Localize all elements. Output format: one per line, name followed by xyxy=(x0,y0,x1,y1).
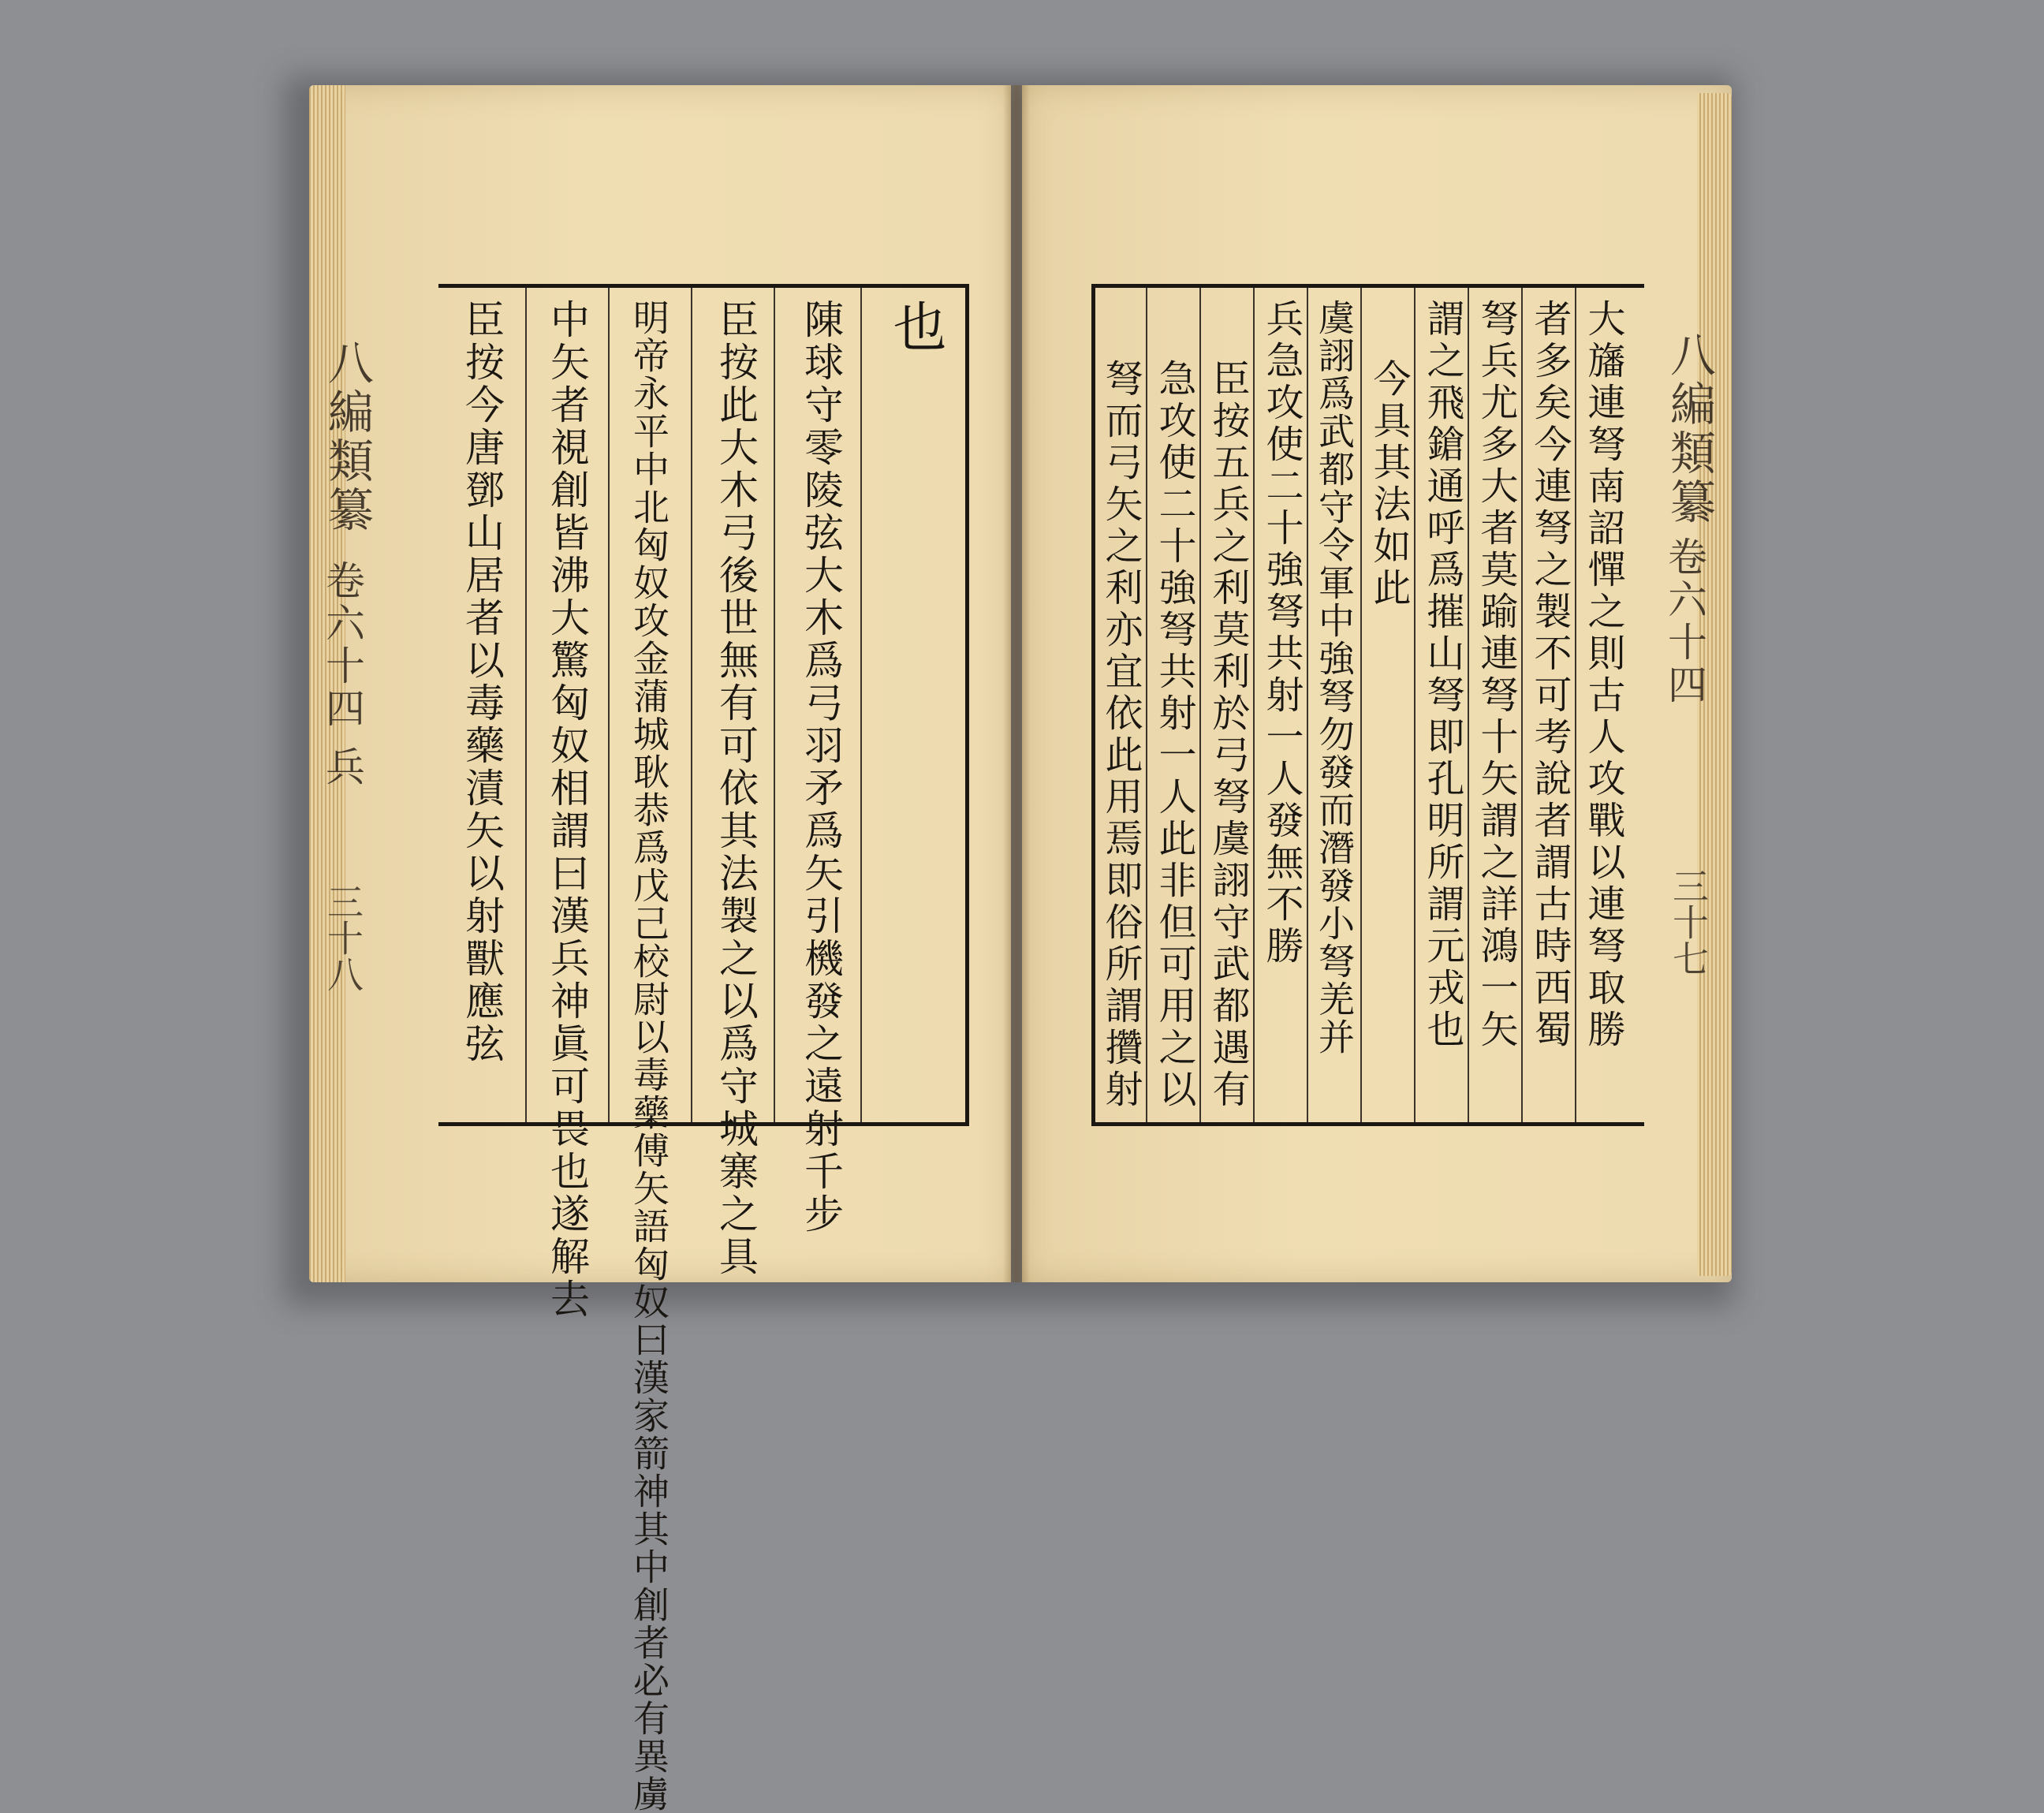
right-text-frame xyxy=(1091,284,1644,1126)
text-column-9: 急攻使二十強弩共射一人此非但可用之以 xyxy=(1152,359,1196,1111)
text-column-6: 臣按今唐鄧山居者以毒藥漬矢以射獸應弦 xyxy=(459,299,505,1065)
column-rule xyxy=(1199,288,1201,1122)
column-rule xyxy=(1253,288,1255,1122)
left-margin-title: 八編類纂 xyxy=(320,339,374,535)
column-rule xyxy=(1468,288,1469,1122)
column-rule xyxy=(691,288,692,1122)
right-margin-title: 八編類纂 xyxy=(1662,331,1716,527)
column-rule xyxy=(1360,288,1362,1122)
column-rule xyxy=(1521,288,1523,1122)
text-column-8: 臣按五兵之利莫利於弓弩虞詡守武都遇有 xyxy=(1206,359,1250,1111)
text-column-5: 中矢者視創皆沸大驚匈奴相謂曰漢兵神眞可畏也遂解去 xyxy=(544,299,590,1321)
text-column-3: 弩兵尤多大者莫踰連弩十矢謂之詳鴻一矢 xyxy=(1474,299,1518,1051)
left-margin-chapter: 卷六十四 兵 xyxy=(319,560,365,789)
column-rule xyxy=(1414,288,1416,1122)
column-rule xyxy=(1307,288,1308,1122)
column-rule xyxy=(1146,288,1147,1122)
text-column-2: 陳球守零陵弦大木爲弓羽矛爲矢引機發之遠射千步 xyxy=(798,299,844,1236)
book-gutter xyxy=(1003,85,1030,1282)
column-rule xyxy=(860,288,862,1122)
text-column-4: 謂之飛鎗通呼爲摧山弩即孔明所謂元戎也 xyxy=(1420,299,1464,1051)
column-rule xyxy=(774,288,775,1122)
text-column-1: 大旛連弩南詔憚之則古人攻戰以連弩取勝 xyxy=(1581,299,1625,1051)
text-column-6: 虞詡爲武都守令軍中強弩勿發而潛發小弩羌并 xyxy=(1313,299,1356,1056)
column-rule xyxy=(1575,288,1576,1122)
text-column-4: 明帝永平中北匈奴攻金蒲城耿恭爲戊己校尉以毒藥傅矢語匈奴曰漢家箭神其中創者必有異虜 xyxy=(628,299,670,1813)
right-margin-chapter: 卷六十四 xyxy=(1662,536,1707,707)
text-column-5: 今具其法如此 xyxy=(1367,359,1411,610)
left-text-frame xyxy=(438,284,969,1813)
left-page-number: 三十八 xyxy=(322,883,364,992)
text-column-2: 者多矣今連弩之製不可考說者謂古時西蜀 xyxy=(1527,299,1572,1051)
right-page-number: 三十七 xyxy=(1667,867,1710,976)
text-column-7: 兵急攻使二十強弩共射一人發無不勝 xyxy=(1259,299,1304,968)
column-rule xyxy=(525,288,527,1122)
column-rule xyxy=(608,288,610,1122)
text-column-1: 也 xyxy=(884,299,946,357)
text-column-3: 臣按此大木弓後世無有可依其法製之以爲守城寨之具 xyxy=(713,299,759,1278)
text-column-10: 弩而弓矢之利亦宜依此用焉即俗所謂攢射 xyxy=(1098,359,1143,1111)
